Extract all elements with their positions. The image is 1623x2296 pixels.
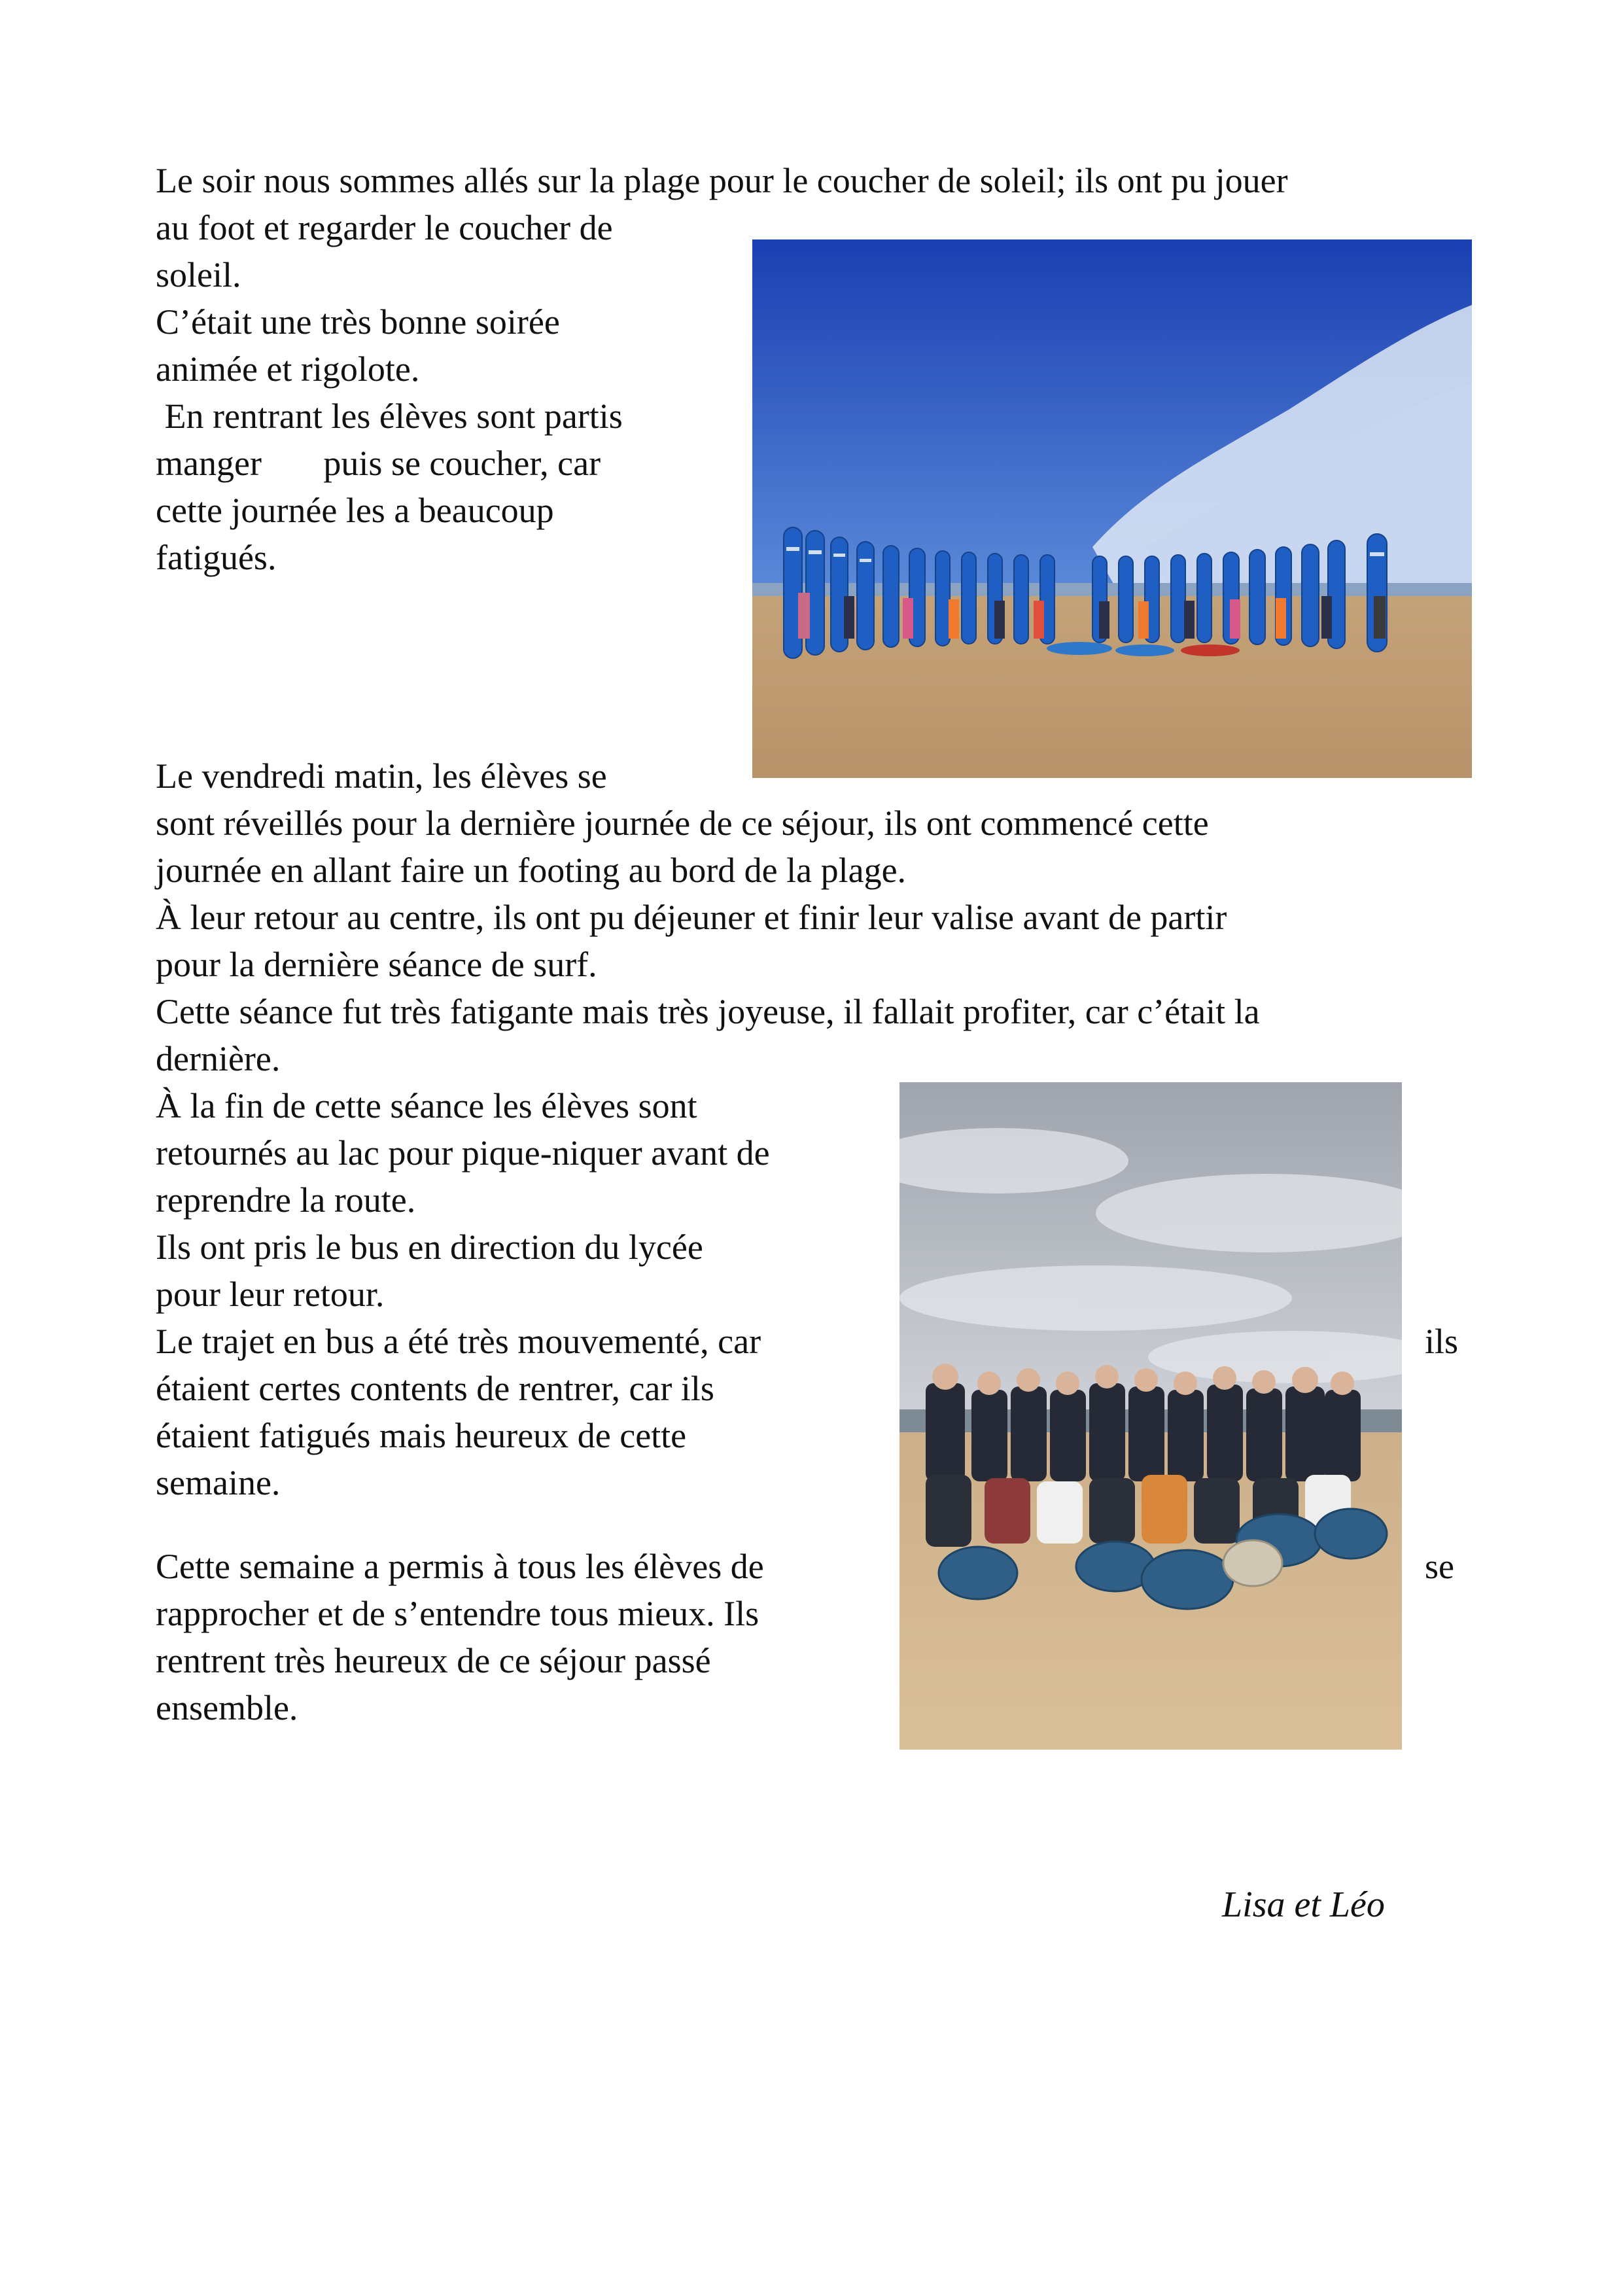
text-line: En rentrant les élèves sont partis [156, 397, 623, 436]
text-line: étaient certes contents de rentrer, car ils [156, 1369, 714, 1408]
text-line: journée en allant faire un footing au bord de la plage. [156, 851, 907, 890]
text-line: pour leur retour. [156, 1275, 385, 1314]
surf-group-illustration [752, 239, 1472, 778]
surf-group-photo [752, 239, 1472, 778]
text-line: Cette séance fut très fatigante mais très joyeuse, il fallait profiter, car c’était la [156, 992, 1260, 1031]
text-line-continuation: ils [1425, 1322, 1459, 1361]
text-line: À la fin de cette séance les élèves sont [156, 1086, 697, 1125]
text-line: retournés au lac pour pique-niquer avant de [156, 1133, 770, 1173]
text-line: cette journée les a beaucoup [156, 491, 554, 530]
beach-cleanup-photo [899, 1082, 1402, 1750]
text-line: animée et rigolote. [156, 349, 420, 389]
beach-cleanup-illustration [899, 1082, 1402, 1750]
text-line: manger puis se coucher, car [156, 444, 601, 483]
text-line: soleil. [156, 255, 241, 294]
text-line: dernière. [156, 1039, 281, 1078]
text-line: Le trajet en bus a été très mouvementé, car [156, 1322, 761, 1361]
text-line: reprendre la route. [156, 1180, 416, 1220]
signature: Lisa et Léo [1222, 1884, 1385, 1925]
text-line: pour la dernière séance de surf. [156, 945, 597, 984]
text-line: ensemble. [156, 1688, 298, 1727]
text-line: À leur retour au centre, ils ont pu déjeuner et finir leur valise avant de partir [156, 898, 1227, 937]
text-line: rapprocher et de s’entendre tous mieux. Ils [156, 1594, 759, 1633]
text-line: Le soir nous sommes allés sur la plage pour le coucher de soleil; ils ont pu jouer [156, 161, 1288, 200]
text-line: sont réveillés pour la dernière journée de ce séjour, ils ont commencé cette [156, 804, 1209, 843]
text-line: étaient fatigués mais heureux de cette [156, 1416, 687, 1455]
text-line: Le vendredi matin, les élèves se [156, 756, 607, 796]
text-line: rentrent très heureux de ce séjour passé [156, 1641, 711, 1680]
text-line: semaine. [156, 1463, 281, 1502]
text-line: fatigués. [156, 538, 277, 577]
text-line: Ils ont pris le bus en direction du lycée [156, 1227, 703, 1267]
text-line: au foot et regarder le coucher de [156, 208, 613, 247]
text-line: C’était une très bonne soirée [156, 302, 560, 342]
text-line: Cette semaine a permis à tous les élèves de [156, 1547, 764, 1586]
text-line-continuation: se [1425, 1547, 1454, 1586]
